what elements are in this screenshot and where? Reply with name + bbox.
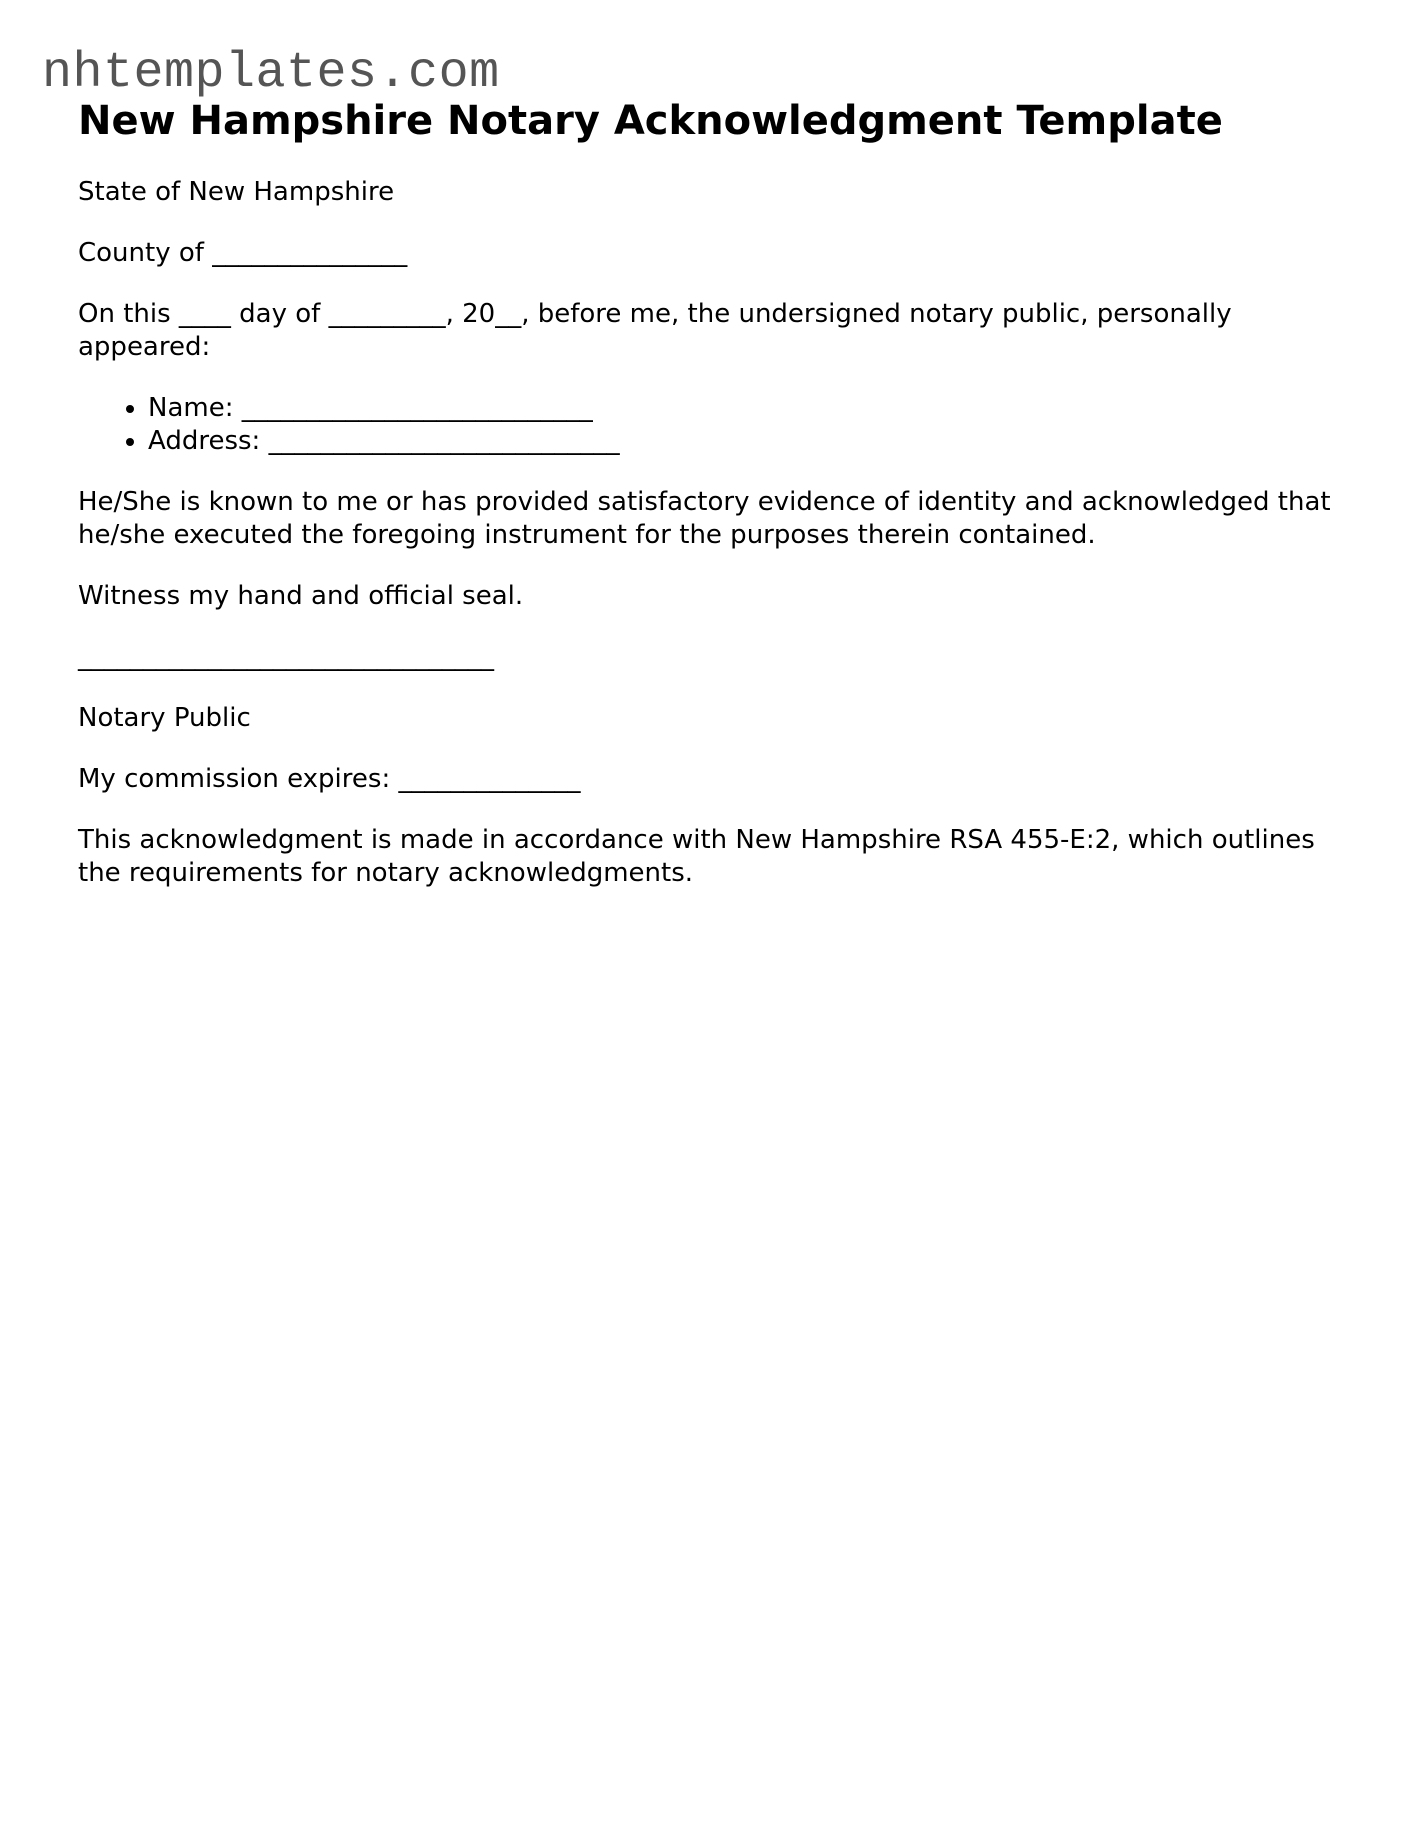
appearer-fields-list [78,392,1348,458]
rsa-footer-paragraph: This acknowledgment is made in accordance with New Hampshire RSA 455-E:2, which outlines the requirements for notary acknowledgments. [78,825,1315,888]
notary-public-label: Notary Public [78,703,251,733]
witness-line: Witness my hand and official seal. [78,581,524,611]
name-field-item: • Name: ___________________________ [148,392,1348,425]
commission-expires-line: My commission expires: ______________ [78,764,581,794]
document-body [78,92,1348,890]
identity-paragraph: He/She is known to me or has provided satisfactory evidence of identity and acknowledged that he/she executed the foregoing instrument for the purposes therein contained. [78,487,1331,550]
county-line: County of _______________ [78,238,408,268]
intro-paragraph: On this ____ day of _________, 20__, before me, the undersigned notary public, personally appeared: [78,299,1232,362]
state-line: State of New Hampshire [78,177,395,207]
signature-line: ________________________________ [78,642,494,672]
site-watermark: nhtemplates.com [42,45,500,102]
address-field-item: • Address: ___________________________ [148,425,1348,458]
document-title: New Hampshire Notary Acknowledgment Template [78,98,1223,144]
